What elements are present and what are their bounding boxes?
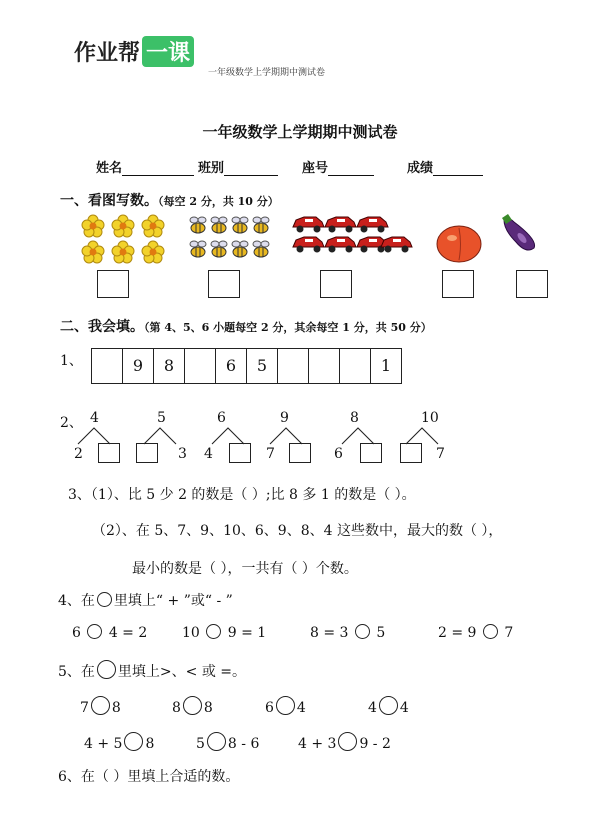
tree-left-box[interactable] <box>136 443 158 463</box>
answer-box-bees[interactable] <box>208 270 240 298</box>
tree-right: 7 <box>436 446 445 462</box>
circle-blank[interactable] <box>207 732 226 751</box>
eggplant-picture <box>498 212 542 256</box>
tree-top: 5 <box>157 410 166 426</box>
circle-blank[interactable] <box>379 696 398 715</box>
q4-item: 8 = 3 5 <box>310 625 386 641</box>
eggplant-icon <box>502 214 535 250</box>
q5-item: 4 + 5 8 <box>84 732 154 752</box>
circle-blank[interactable] <box>206 624 221 639</box>
q2-label: 2、 <box>60 415 83 431</box>
q3-line-1: 3、（1）、比 5 少 2 的数是（ ）;比 8 多 1 的数是（ ）。 <box>68 487 416 503</box>
q4-item: 6 4 = 2 <box>72 625 148 641</box>
circle-blank[interactable] <box>183 696 202 715</box>
tree-left: 2 <box>74 446 83 462</box>
header-note: 一年级数学上学期期中测试卷 <box>208 68 326 78</box>
circle-icon <box>97 592 112 607</box>
q3-line-2: （2）、在 5、7、9、10、6、9、8、4 这些数中，最大的数（ ）， <box>92 523 503 539</box>
car-icon <box>293 217 412 253</box>
circle-blank[interactable] <box>87 624 102 639</box>
tree-right-box[interactable] <box>360 443 382 463</box>
bee-icon <box>190 217 269 257</box>
grid-cell: 6 <box>216 349 247 383</box>
answer-box-flowers[interactable] <box>97 270 129 298</box>
logo-text: 作业帮 <box>74 41 141 66</box>
grid-cell: 1 <box>380 356 392 375</box>
flower-icon <box>82 215 164 263</box>
circle-blank[interactable] <box>355 624 370 639</box>
score-field: 成绩 <box>407 157 483 176</box>
q5-item: 5 8 - 6 <box>196 732 259 752</box>
section-2-heading: 二、我会填。（第 4、5、6 小题每空 2 分，其余每空 1 分，共 50 分） <box>60 319 432 335</box>
answer-box-peach[interactable] <box>442 270 474 298</box>
grid-cell[interactable] <box>185 349 216 383</box>
q5-item: 8 8 <box>172 696 213 716</box>
grid-cell: 5 <box>247 349 278 383</box>
tree-top: 9 <box>280 410 289 426</box>
q6-heading: 6、在（ ）里填上合适的数。 <box>58 769 240 785</box>
tree-top: 10 <box>421 410 439 426</box>
peach-icon <box>437 226 481 262</box>
q3-line-3: 最小的数是（ ），一共有（ ）个数。 <box>132 561 358 577</box>
class-field: 班别 <box>198 157 278 176</box>
circle-blank[interactable] <box>276 696 295 715</box>
section-1-heading: 一、看图写数。（每空 2 分，共 10 分） <box>60 193 279 209</box>
circle-blank[interactable] <box>124 732 143 751</box>
tree-left: 7 <box>266 446 275 462</box>
seat-field: 座号 <box>302 157 374 176</box>
answer-box-eggplant[interactable] <box>516 270 548 298</box>
cars-picture <box>290 212 414 256</box>
tree-top: 4 <box>90 410 99 426</box>
grid-cell[interactable] <box>340 349 371 383</box>
circle-blank[interactable] <box>483 624 498 639</box>
grid-cell: 8 <box>154 349 185 383</box>
tree-right-box[interactable] <box>289 443 311 463</box>
q4-item: 2 = 9 7 <box>438 625 514 641</box>
logo-badge: 一课 <box>142 36 194 67</box>
tree-right: 3 <box>178 446 187 462</box>
q5-item: 4 4 <box>368 696 409 716</box>
answer-box-cars[interactable] <box>320 270 352 298</box>
q5-item: 6 4 <box>265 696 306 716</box>
q1-label: 1、 <box>60 353 83 369</box>
tree-top: 8 <box>350 410 359 426</box>
q4-heading: 4、在 里填上“ + ”或“ - ” <box>58 593 233 609</box>
circle-blank[interactable] <box>91 696 110 715</box>
name-field: 姓名 <box>96 157 194 176</box>
q5-heading: 5、在 里填上>、< 或 =。 <box>58 660 246 681</box>
tree-right-box[interactable] <box>229 443 251 463</box>
tree-left: 6 <box>334 446 343 462</box>
tree-left-box[interactable] <box>400 443 422 463</box>
q5-item: 7 8 <box>80 696 121 716</box>
tree-top: 6 <box>217 410 226 426</box>
grid-cell[interactable] <box>309 349 340 383</box>
logo <box>74 36 194 67</box>
peach-picture <box>434 222 484 264</box>
circle-icon <box>97 660 116 679</box>
tree-left: 4 <box>204 446 213 462</box>
circle-blank[interactable] <box>338 732 357 751</box>
q5-item: 4 + 3 9 - 2 <box>298 732 391 752</box>
q4-item: 10 9 = 1 <box>182 625 267 641</box>
grid-cell[interactable] <box>278 349 309 383</box>
tree-right-box[interactable] <box>98 443 120 463</box>
grid-cell: 9 <box>123 349 154 383</box>
flowers-picture <box>78 212 170 264</box>
page-title: 一年级数学上学期期中测试卷 <box>202 123 398 141</box>
bees-picture <box>188 210 272 262</box>
grid-cell[interactable] <box>92 349 123 383</box>
q1-number-grid <box>91 348 402 384</box>
